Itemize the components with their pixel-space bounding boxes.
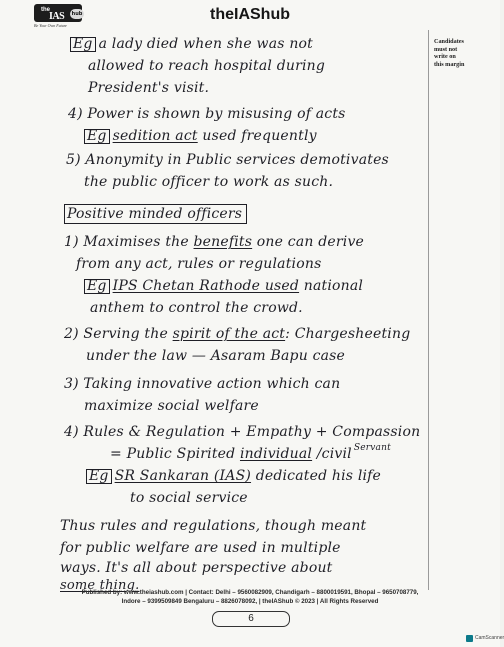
note-text: civil [321, 446, 352, 462]
note-line: to social service [130, 490, 248, 506]
note-line: 4) Power is shown by misusing of acts [68, 106, 346, 122]
note-text: : Chargesheeting [285, 326, 411, 342]
eg-label: Eg [84, 279, 110, 294]
note-line [64, 326, 410, 342]
section-heading [64, 206, 247, 222]
note-line [86, 468, 381, 484]
brand-title: theIAShub [210, 6, 290, 23]
note-text: 1) Maximises the [64, 234, 189, 250]
superscript-text: Servant [353, 443, 391, 453]
conclusion-line: for public welfare are used in multiple [60, 540, 341, 556]
camscanner-text: CamScanner [475, 635, 504, 641]
note-line [84, 128, 317, 144]
note-text: a lady died when she was not [98, 36, 313, 52]
note-line: from any act, rules or regulations [76, 256, 322, 272]
margin-note-line: write on [434, 53, 456, 61]
margin-note-line: Candidates [434, 38, 464, 45]
logo-tagline: Be Your Own Future [34, 23, 67, 28]
eg-label: Eg [86, 469, 112, 484]
eg-label: Eg [84, 129, 110, 144]
conclusion-line: Thus rules and regulations, though meant [60, 518, 367, 534]
note-line [70, 36, 313, 52]
note-text: used frequently [202, 128, 317, 144]
underlined-text: SR Sankaran (IAS) [114, 468, 252, 484]
note-line [64, 234, 364, 250]
note-line: 5) Anonymity in Public services demotivates [66, 152, 389, 168]
footer-line: Published by: www.theiashub.com | Contact: Delhi – 9560082909, Chandigarh – 8800019591, Bhopal – 9650708779, [81, 589, 419, 596]
conclusion-line: ways. It's all about perspective about [60, 560, 333, 576]
underlined-text: some thing. [60, 578, 140, 593]
note-line: under the law — Asaram Bapu case [86, 348, 346, 364]
heading-text: Positive minded officers [64, 204, 247, 224]
publisher-footer [0, 588, 500, 606]
logo-the-text: the [41, 7, 50, 13]
logo-ias-text: IAS [49, 11, 65, 22]
margin-note-line: this margin [434, 60, 465, 68]
note-line: President's visit. [88, 80, 210, 96]
note-line: anthem to control the crowd. [90, 300, 303, 316]
note-line: 3) Taking innovative action which can [64, 376, 341, 392]
underlined-text: benefits [193, 234, 253, 250]
footer-line: Indore – 9399509849 Bengaluru – 8826078092, | theIAShub © 2023 | All Rights Reserved [121, 598, 379, 605]
eg-label: Eg [70, 37, 96, 52]
page-number: 6 [212, 611, 290, 627]
note-line: = Public Spirited individual /civil $^{Servant}$ [110, 443, 391, 462]
note-text: dedicated his life [255, 468, 382, 484]
note-text: = Public Spirited [110, 446, 236, 462]
note-line [84, 278, 363, 294]
note-line: 4) Rules & Regulation + Empathy + Compassion [64, 424, 421, 440]
note-line: maximize social welfare [84, 398, 259, 414]
margin-note-line: must not [434, 45, 458, 53]
camscanner-watermark [466, 634, 504, 644]
note-text: national [303, 278, 364, 294]
note-line: the public officer to work as such. [84, 174, 334, 190]
logo-hub-text: hub [71, 11, 83, 17]
camscanner-icon [466, 635, 473, 642]
note-text: 2) Serving the [64, 326, 168, 342]
note-text: one can derive [256, 234, 365, 250]
underlined-text: individual [239, 446, 313, 462]
underlined-text: sedition act [112, 128, 198, 144]
underlined-text: IPS Chetan Rathode used [112, 278, 300, 294]
note-line: allowed to reach hospital during [88, 58, 326, 74]
underlined-text: spirit of the act [172, 326, 286, 342]
